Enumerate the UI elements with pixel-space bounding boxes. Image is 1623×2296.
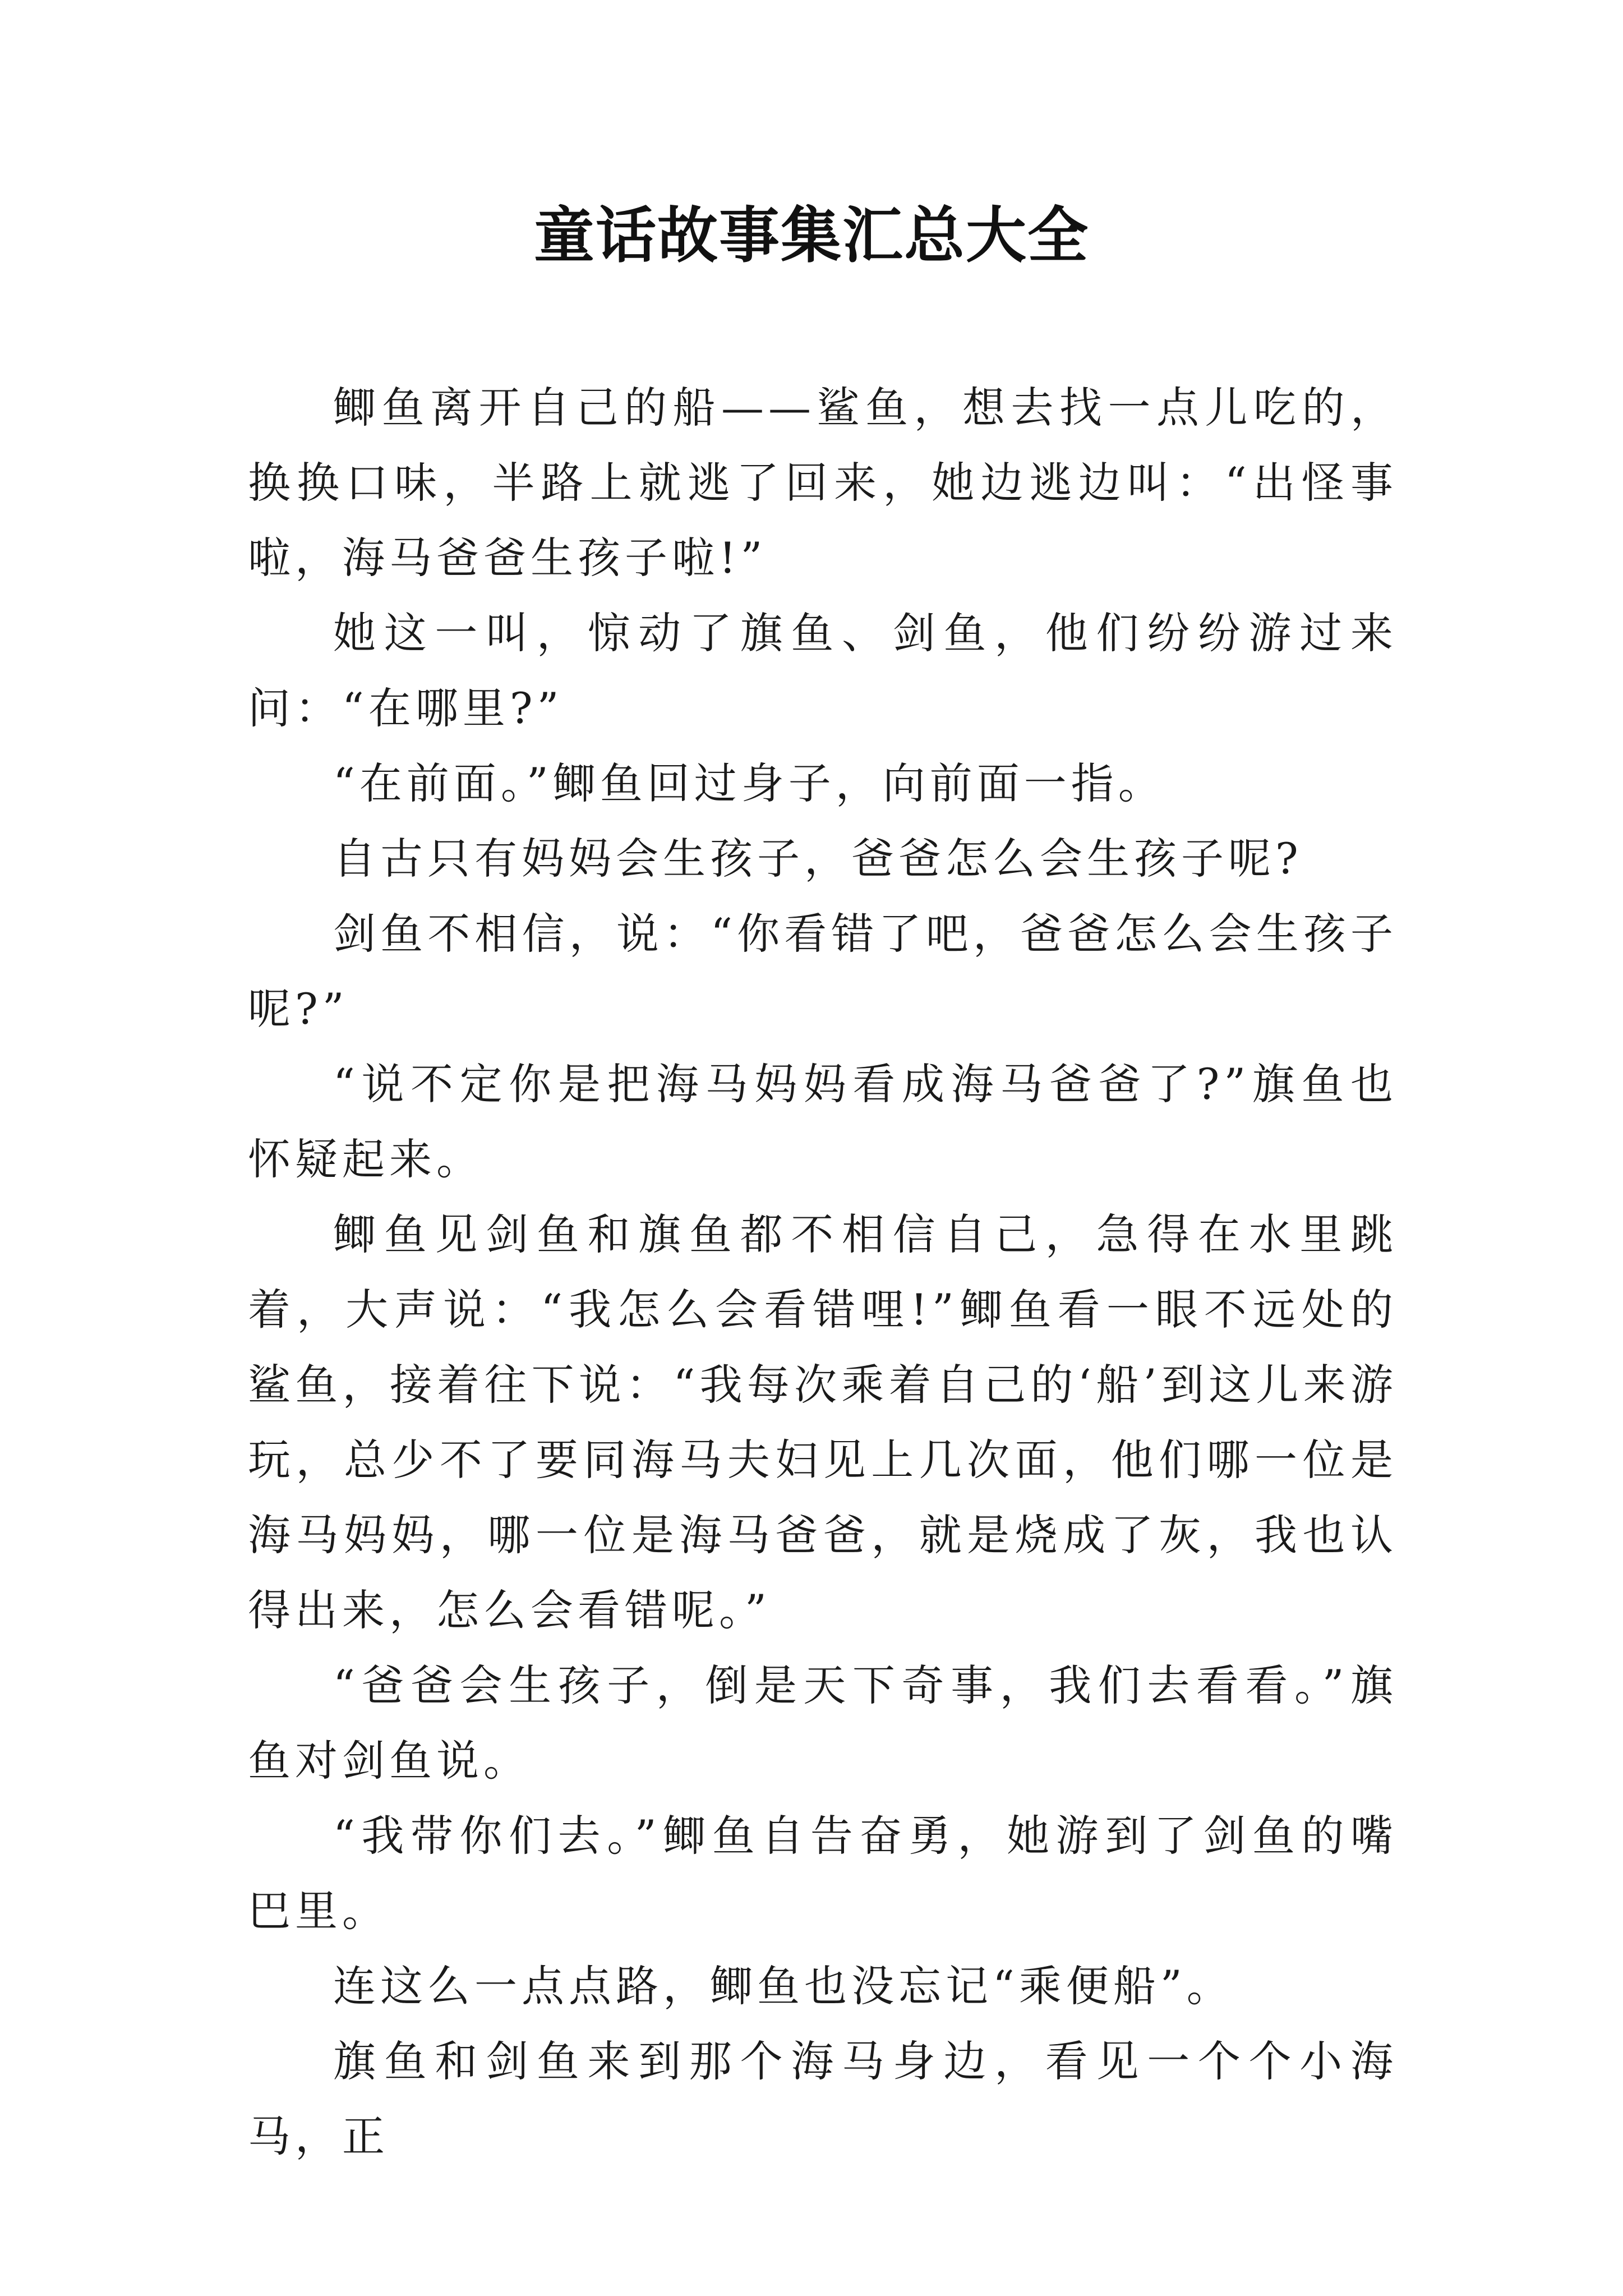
- paragraph: 连这么一点点路，鲫鱼也没忘记“乘便船”。: [333, 1961, 1234, 2011]
- paragraph: 剑鱼不相信，说：“你看错了吧，爸爸怎么会生孩子呢?”: [248, 909, 1398, 1034]
- paragraph: “说不定你是把海马妈妈看成海马爸爸了?”旗鱼也怀疑起来。: [248, 1059, 1398, 1184]
- paragraph: 旗鱼和剑鱼来到那个海马身边，看见一个个小海马，正: [248, 2036, 1398, 2161]
- paragraph: “我带你们去。”鲫鱼自告奋勇，她游到了剑鱼的嘴巴里。: [248, 1811, 1398, 1936]
- paragraph: 鲫鱼离开自己的船——鲨鱼，想去找一点儿吃的，换换口味，半路上就逃了回来，她边逃边叫：“出怪事啦，海马爸爸生孩子啦!”: [248, 383, 1398, 583]
- paragraph: 鲫鱼见剑鱼和旗鱼都不相信自己，急得在水里跳着，大声说：“我怎么会看错哩!”鲫鱼看一眼不远处的鲨鱼，接着往下说：“我每次乘着自己的‘船’到这儿来游玩，总少不了要同海马夫妇见上几次面，他们哪一位是海马妈妈，哪一位是海马爸爸，就是烧成了灰，我也认得出来，怎么会看错呢。”: [248, 1209, 1398, 1635]
- document-body: [248, 370, 1398, 2174]
- document-title: 童话故事集汇总大全: [533, 200, 1089, 271]
- paragraph: “爸爸会生孩子，倒是天下奇事，我们去看看。”旗鱼对剑鱼说。: [248, 1660, 1398, 1786]
- paragraph: 自古只有妈妈会生孩子，爸爸怎么会生孩子呢?: [333, 834, 1303, 884]
- paragraph: “在前面。”鲫鱼回过身子，向前面一指。: [333, 758, 1165, 808]
- paragraph: 她这一叫，惊动了旗鱼、剑鱼，他们纷纷游过来问：“在哪里?”: [248, 608, 1398, 733]
